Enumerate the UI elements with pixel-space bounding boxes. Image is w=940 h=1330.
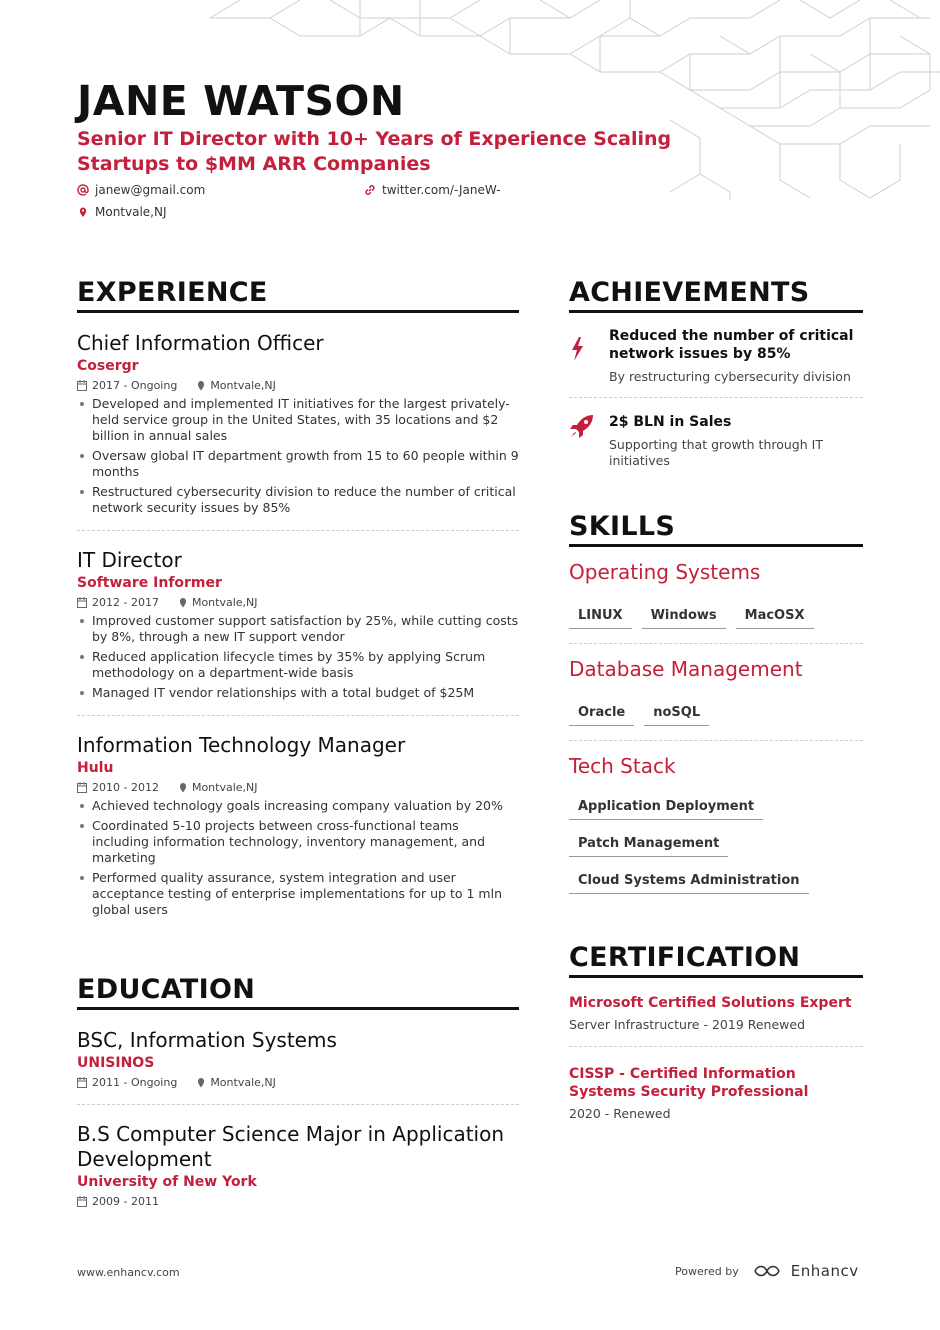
skill-tag: MacOSX	[736, 602, 814, 629]
education-entry	[77, 1122, 519, 1208]
job-bullets	[77, 798, 519, 918]
achievements-title: ACHIEVEMENTS	[569, 277, 863, 313]
certification-description: Server Infrastructure - 2019 Renewed	[569, 1017, 806, 1032]
skill-tag: Oracle	[569, 699, 634, 726]
job-title: Information Technology Manager	[77, 733, 406, 757]
bullet-item: Reduced application lifecycle times by 35% by applying Scrum methodology on a department-wide basis	[77, 649, 519, 681]
experience-title: EXPERIENCE	[77, 277, 519, 313]
skill-tag: LINUX	[569, 602, 632, 629]
email-contact[interactable]	[77, 183, 205, 197]
skill-category: Tech Stack	[569, 754, 676, 778]
achievement-title: Reduced the number of critical network issues by 85%	[609, 328, 854, 362]
job-meta	[77, 596, 519, 609]
job-entry	[77, 548, 519, 701]
education-entry	[77, 1028, 519, 1089]
location-pin-icon	[197, 380, 205, 391]
school-name: University of New York	[77, 1174, 257, 1190]
school-name: UNISINOS	[77, 1055, 155, 1071]
bullet-item: Improved customer support satisfaction by 25%, while cutting costs by 8%, through a new IT support vendor	[77, 613, 519, 645]
skill-tags	[569, 699, 863, 726]
bullet-item: Oversaw global IT department growth from 15 to 60 people within 9 months	[77, 448, 519, 480]
skill-tag: noSQL	[644, 699, 709, 726]
certification-name: Microsoft Certified Solutions Expert	[569, 995, 852, 1011]
headline: Senior IT Director with 10+ Years of Experience Scaling Startups to $MM ARR Companies	[77, 128, 672, 175]
certification-item	[569, 994, 863, 1032]
link-icon	[364, 184, 376, 196]
achievement-description: By restructuring cybersecurity division	[609, 369, 851, 384]
certification-section	[569, 942, 863, 1121]
skill-tags	[569, 793, 863, 894]
job-dates: 2017 - Ongoing	[92, 379, 178, 392]
bullet-item: Developed and implemented IT initiatives for the largest privately-held service group in the United States, with 35 locations and $2 billion in annual sales	[77, 396, 519, 444]
skill-tag: Cloud Systems Administration	[569, 867, 809, 894]
job-location: Montvale,NJ	[191, 596, 258, 609]
certification-item	[569, 1065, 863, 1121]
lightning-icon	[569, 337, 585, 361]
skill-tag: Windows	[642, 602, 726, 629]
education-title: EDUCATION	[77, 974, 519, 1010]
skill-tag: Application Deployment	[569, 793, 763, 820]
company-name: Software Informer	[77, 575, 222, 591]
certification-description: 2020 - Renewed	[569, 1106, 671, 1121]
achievement-title: 2$ BLN in Sales	[609, 414, 732, 430]
calendar-icon	[77, 1196, 87, 1207]
certification-title: CERTIFICATION	[569, 942, 863, 978]
skill-category: Database Management	[569, 657, 803, 681]
candidate-name: JANE WATSON	[77, 77, 405, 125]
job-entry	[77, 733, 519, 918]
twitter-text: twitter.com/-JaneW-	[382, 183, 501, 197]
location-contact	[77, 205, 167, 219]
degree: BSC, Information Systems	[77, 1028, 337, 1052]
degree: B.S Computer Science Major in Application Development	[77, 1122, 505, 1171]
location-pin-icon	[179, 782, 187, 793]
education-dates: 2011 - Ongoing	[92, 1076, 178, 1089]
achievement-item	[569, 413, 863, 469]
achievement-item	[569, 327, 863, 385]
skill-group	[569, 559, 863, 629]
location-pin-icon	[77, 206, 89, 218]
bullet-item: Coordinated 5-10 projects between cross-functional teams including information technology, inventory management, and marketing	[77, 818, 519, 866]
calendar-icon	[77, 1077, 87, 1088]
powered-by-label: Powered by	[675, 1264, 739, 1278]
skill-group	[569, 753, 863, 894]
experience-section	[77, 277, 519, 922]
job-location: Montvale,NJ	[191, 781, 258, 794]
job-meta	[77, 379, 519, 392]
job-location: Montvale,NJ	[210, 379, 276, 392]
achievements-section	[569, 277, 863, 469]
education-meta	[77, 1195, 519, 1208]
location-pin-icon	[179, 597, 187, 608]
twitter-contact[interactable]	[364, 183, 501, 197]
achievement-description: Supporting that growth through IT initiatives	[609, 437, 823, 468]
location-pin-icon	[197, 1077, 205, 1088]
skills-title: SKILLS	[569, 511, 863, 547]
bullet-item: Managed IT vendor relationships with a total budget of $25M	[77, 685, 519, 701]
skill-category: Operating Systems	[569, 560, 761, 584]
job-dates: 2012 - 2017	[92, 596, 159, 609]
job-entry	[77, 331, 519, 516]
job-meta	[77, 781, 519, 794]
bullet-item: Restructured cybersecurity division to reduce the number of critical network security issues by 85%	[77, 484, 519, 516]
education-location: Montvale,NJ	[210, 1076, 276, 1089]
bullet-item: Performed quality assurance, system integration and user acceptance testing of enterprise implementations for up to 1 mln global users	[77, 870, 519, 918]
education-section	[77, 974, 519, 1208]
at-icon	[77, 184, 89, 196]
job-title: IT Director	[77, 548, 182, 572]
rocket-icon	[569, 413, 595, 439]
certification-name: CISSP - Certified Information Systems Security Professional	[569, 1066, 809, 1100]
skill-group	[569, 656, 863, 726]
bullet-item: Achieved technology goals increasing company valuation by 20%	[77, 798, 519, 814]
divider	[569, 740, 863, 741]
education-dates: 2009 - 2011	[92, 1195, 159, 1208]
job-title: Chief Information Officer	[77, 331, 324, 355]
company-name: Cosergr	[77, 358, 139, 374]
enhancv-logo-icon	[753, 1263, 785, 1279]
footer-website[interactable]: www.enhancv.com	[77, 1266, 180, 1279]
divider	[77, 530, 519, 531]
job-bullets	[77, 613, 519, 701]
divider	[77, 715, 519, 716]
calendar-icon	[77, 782, 87, 793]
job-bullets	[77, 396, 519, 516]
calendar-icon	[77, 597, 87, 608]
job-dates: 2010 - 2012	[92, 781, 159, 794]
skill-tag: Patch Management	[569, 830, 728, 857]
skills-section	[569, 511, 863, 894]
education-meta	[77, 1076, 519, 1089]
brand-name: Enhancv	[790, 1262, 859, 1280]
divider	[569, 1046, 863, 1047]
footer-brand[interactable]	[675, 1262, 859, 1280]
divider	[569, 643, 863, 644]
divider	[77, 1104, 519, 1105]
location-text: Montvale,NJ	[95, 205, 167, 219]
skill-tags	[569, 602, 863, 629]
email-text: janew@gmail.com	[95, 183, 206, 197]
calendar-icon	[77, 380, 87, 391]
company-name: Hulu	[77, 760, 114, 776]
divider	[569, 397, 863, 398]
